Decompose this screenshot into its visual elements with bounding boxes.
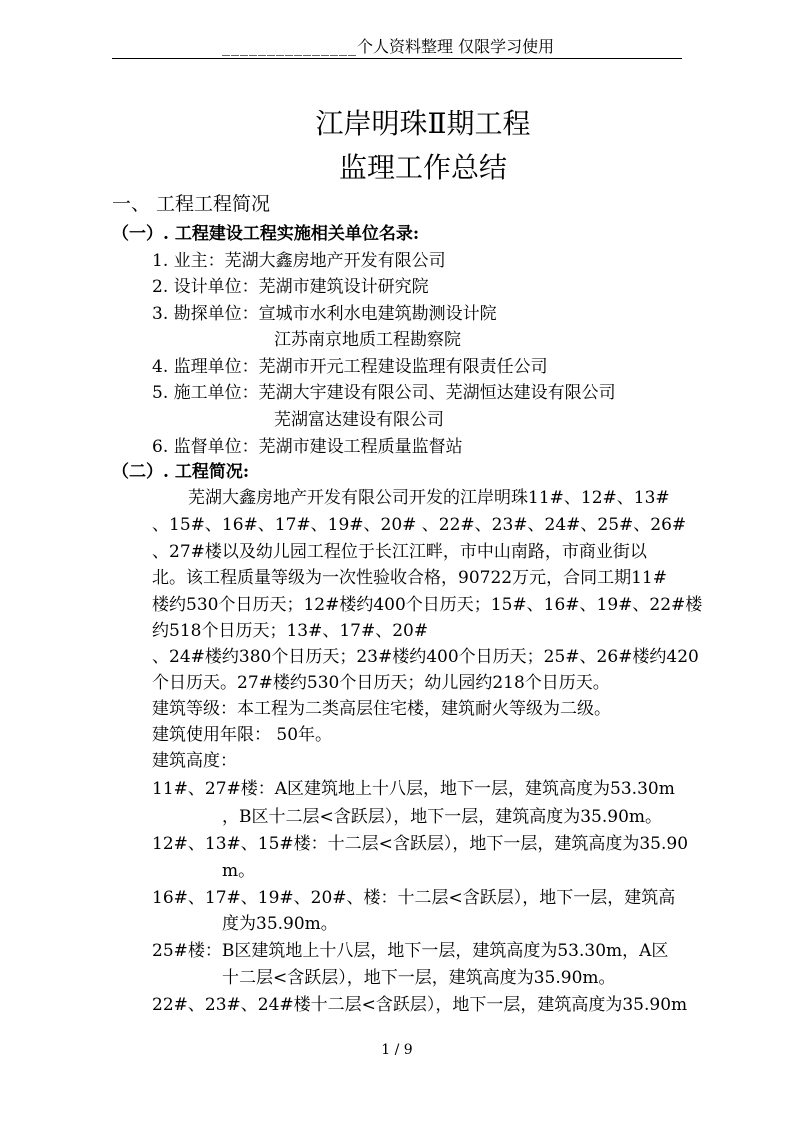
unit-item-survey: 3. 勘探单位：宣城市水利水电建筑勘测设计院 bbox=[152, 304, 497, 324]
unit-item-supervision: 4. 监理单位：芜湖市开元工程建设监理有限责任公司 bbox=[152, 357, 548, 377]
section-1-heading: 一、 工程工程简况 bbox=[112, 193, 271, 215]
height-line-7: 25#楼：B区建筑地上十八层，地下一层，建筑高度为53.30m，A区 bbox=[152, 941, 669, 961]
page-header bbox=[222, 34, 554, 57]
overview-line-3: 、27#楼以及幼儿园工程位于长江江畔，市中山南路，市商业街以 bbox=[152, 542, 647, 562]
height-line-5: 16#、17#、19#、20#、楼：十二层<含跃层），地下一层，建筑高 bbox=[152, 888, 676, 908]
unit-item-construction: 5. 施工单位：芜湖大宇建设有限公司、芜湖恒达建设有限公司 bbox=[152, 383, 616, 403]
height-line-2: ，B区十二层<含跃层），地下一层，建筑高度为35.90m。 bbox=[222, 807, 663, 827]
subsection-1-heading: （一）. 工程建设工程实施相关单位名录: bbox=[112, 224, 420, 244]
unit-item-construction-2: 芜湖富达建设有限公司 bbox=[274, 410, 444, 430]
height-line-9: 22#、23#、24#楼十二层<含跃层），地下一层，建筑高度为35.90m bbox=[152, 995, 688, 1015]
height-line-6: 度为35.90m。 bbox=[222, 914, 338, 934]
unit-item-inspection: 6. 监督单位：芜湖市建设工程质量监督站 bbox=[152, 437, 463, 457]
height-line-8: 十二层<含跃层），地下一层，建筑高度为35.90m。 bbox=[222, 968, 616, 988]
building-height-title: 建筑高度： bbox=[152, 751, 237, 771]
header-text: 个人资料整理 仅限学习使用 bbox=[357, 37, 555, 56]
subsection-2-heading: （二）. 工程简况: bbox=[112, 462, 250, 482]
title-line-2: 监理工作总结 bbox=[338, 151, 507, 184]
page-number: 1 / 9 bbox=[381, 1042, 413, 1058]
title-line-1: 江岸明珠Ⅱ期工程 bbox=[315, 107, 531, 140]
overview-line-6: 约518个日历天；13#、17#、20# bbox=[152, 621, 429, 641]
overview-line-5: 楼约530个日历天；12#楼约400个日历天；15#、16#、19#、22#楼 bbox=[152, 595, 703, 615]
building-life: 建筑使用年限： 50年。 bbox=[152, 725, 333, 745]
unit-item-design: 2. 设计单位：芜湖市建筑设计研究院 bbox=[152, 277, 429, 297]
overview-line-1: 芜湖大鑫房地产开发有限公司开发的江岸明珠11#、12#、13# bbox=[188, 488, 670, 508]
building-grade: 建筑等级：本工程为二类高层住宅楼，建筑耐火等级为二级。 bbox=[152, 699, 611, 719]
overview-line-7: 、24#楼约380个日历天；23#楼约400个日历天；25#、26#楼约420 bbox=[152, 647, 699, 667]
height-line-1: 11#、27#楼：A区建筑地上十八层，地下一层，建筑高度为53.30m bbox=[152, 779, 675, 799]
overview-line-4: 北。该工程质量等级为一次性验收合格，90722万元，合同工期11# bbox=[152, 568, 667, 588]
overview-line-2: 、15#、16#、17#、19#、20# 、22#、23#、24#、25#、26# bbox=[152, 515, 687, 535]
unit-item-owner: 1. 业主：芜湖大鑫房地产开发有限公司 bbox=[152, 251, 446, 271]
header-rule bbox=[112, 58, 682, 59]
overview-line-8: 个日历天。27#楼约530个日历天；幼儿园约218个日历天。 bbox=[152, 673, 610, 693]
unit-item-survey-2: 江苏南京地质工程勘察院 bbox=[274, 330, 461, 350]
height-line-4: m。 bbox=[222, 861, 256, 881]
height-line-3: 12#、13#、15#楼：十二层<含跃层），地下一层，建筑高度为35.90 bbox=[152, 834, 689, 854]
header-dashes: _______________ bbox=[222, 37, 357, 56]
